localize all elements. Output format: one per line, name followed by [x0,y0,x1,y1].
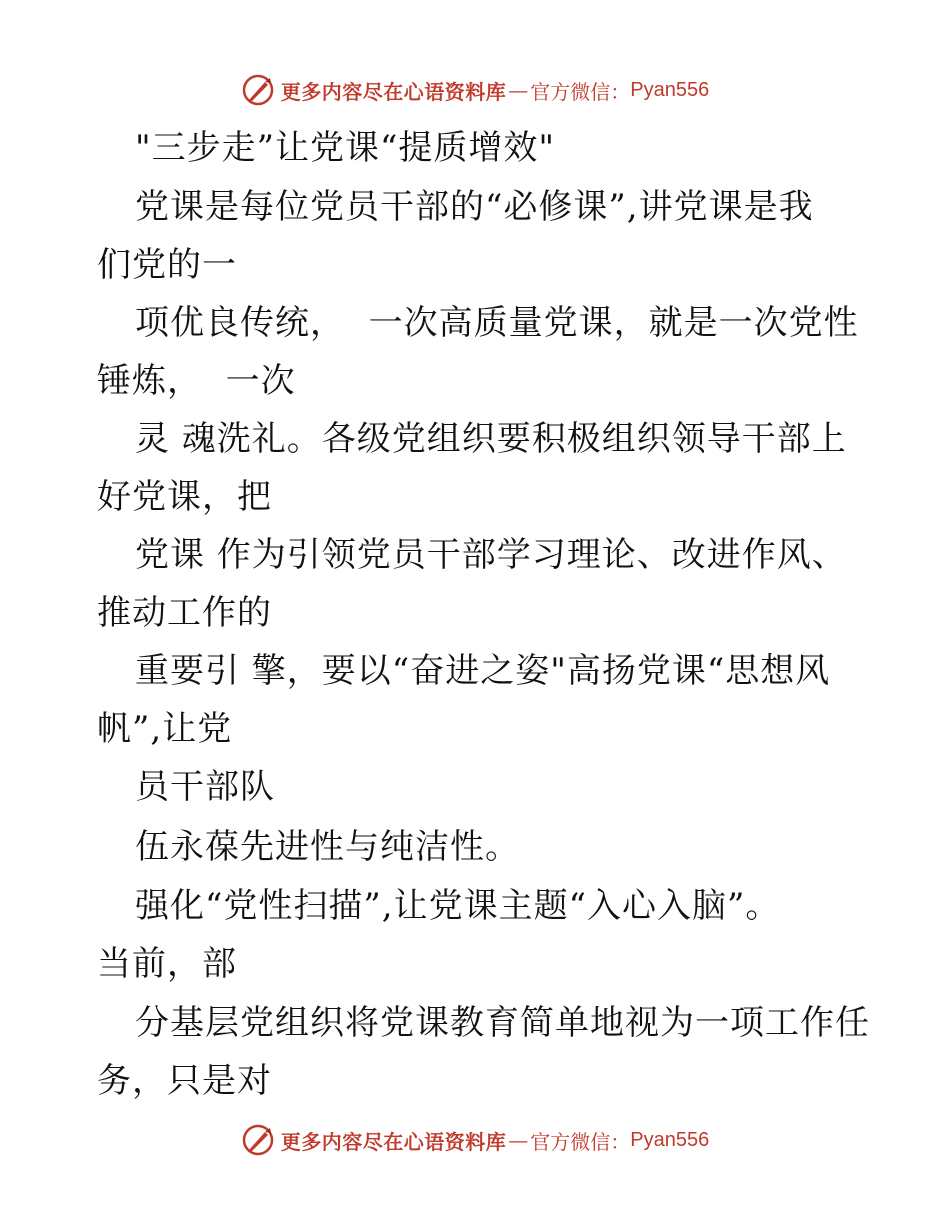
watermark-wechat-id: Pyan556 [630,78,710,101]
paragraph-line: 员干部队 [135,767,275,807]
paragraph-line: 伍永葆先进性与纯洁性。 [135,827,520,867]
watermark-text: 更多内容尽在心语资料库 [280,79,507,104]
paragraph-line: 灵 魂洗礼。各级党组织要积极组织领导干部上 [135,419,847,459]
paragraph-line: 锤炼， 一次 [97,361,296,401]
paragraph-line: 好党课，把 [97,477,272,517]
paragraph-line: 帆”,让党 [97,709,233,749]
paragraph-line: 们党的一 [97,245,237,285]
paragraph-line: 项优良传统， 一次高质量党课，就是一次党性 [135,303,859,343]
paragraph-line: 党课是每位党员干部的“必修课”,讲党课是我 [135,187,814,227]
paragraph-line: 党课 作为引领党员干部学习理论、改进作风、 [135,535,847,575]
watermark-wechat-label: 官方微信： [530,79,631,104]
paragraph-line: 分基层党组织将党课教育简单地视为一项工作任 [135,1003,870,1043]
watermark-dash: — [508,1128,529,1152]
paragraph-line: 强化“党性扫描”,让党课主题“入心入脑”。 [135,886,781,926]
footer-watermark [0,1120,950,1160]
quill-pen-logo-icon [241,1123,275,1157]
document-title: "三步走”让党课“提质增效" [135,128,556,168]
paragraph-line: 推动工作的 [97,593,272,633]
paragraph-line: 重要引 擎，要以“奋进之姿"高扬党课“思想风 [135,651,831,691]
watermark-wechat-label: 官方微信： [530,1129,631,1154]
watermark-dash: — [508,78,529,102]
paragraph-line: 当前，部 [97,944,237,984]
watermark-wechat-id: Pyan556 [630,1128,710,1151]
paragraph-line: 务，只是对 [97,1061,272,1101]
watermark-text: 更多内容尽在心语资料库 [280,1129,507,1154]
